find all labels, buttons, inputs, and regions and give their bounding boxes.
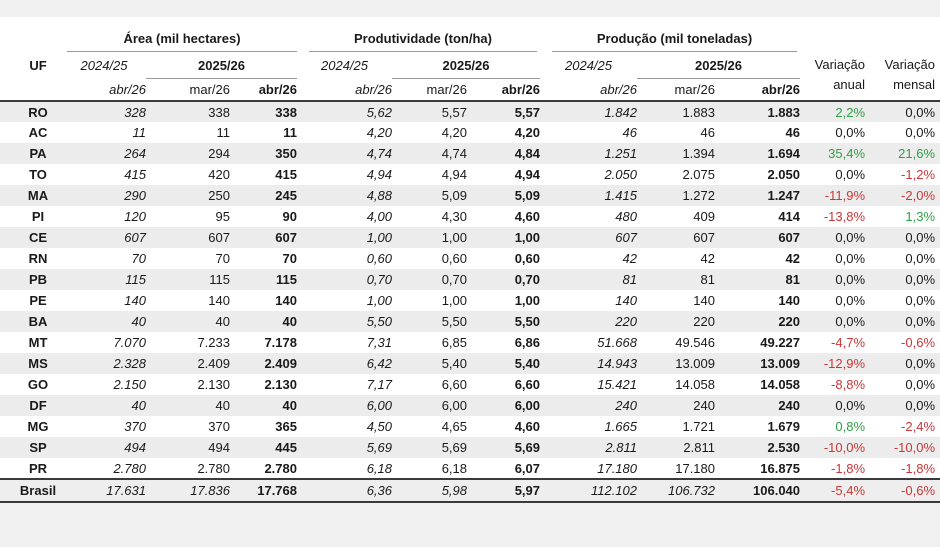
uf-label: MG <box>27 419 49 434</box>
area-prev-value: 17.631 <box>106 483 146 498</box>
annual-variation-value: 0,0% <box>835 125 866 140</box>
area-prev-value: 2.780 <box>113 460 146 476</box>
area-mar-value: 115 <box>209 272 230 287</box>
report-sheet <box>0 17 940 503</box>
annual-variation-value: 0,0% <box>835 398 866 413</box>
productivity-prev-value: 0,70 <box>366 272 392 287</box>
table-header <box>0 17 940 101</box>
area-mar-value: 11 <box>216 125 230 140</box>
area-abr-value: 17.768 <box>257 483 297 498</box>
table-row <box>0 269 940 290</box>
productivity-abr-value: 0,70 <box>514 272 540 287</box>
production-prev-value: 14.943 <box>597 356 637 371</box>
uf-label: PE <box>29 293 47 308</box>
uf-label: BA <box>28 314 48 329</box>
table-row <box>0 206 940 227</box>
table-row <box>0 227 940 248</box>
productivity-prev-value: 4,20 <box>366 125 392 140</box>
table-row <box>0 395 940 416</box>
area-abr-value: 415 <box>275 167 297 182</box>
productivity-abr-value: 4,60 <box>514 209 540 224</box>
area-mar-value: 607 <box>208 230 230 245</box>
productivity-mar-value: 5,40 <box>441 356 467 371</box>
monthly-variation-value: -1,8% <box>901 460 936 476</box>
annual-variation-value: 0,0% <box>835 167 866 182</box>
productivity-mar-value: 0,60 <box>441 251 467 266</box>
production-prev-value: 2.050 <box>604 167 637 182</box>
uf-label: MS <box>28 356 48 371</box>
area-season-curr: 2025/26 <box>146 52 297 79</box>
productivity-prev-value: 1,00 <box>366 293 392 308</box>
table-row <box>0 185 940 206</box>
productivity-mar-value: 1,00 <box>441 293 467 308</box>
production-prev-value: 1.842 <box>604 104 637 120</box>
monthly-variation-value: -0,6% <box>901 335 936 350</box>
production-abr-value: 81 <box>785 272 801 287</box>
production-prev-value: 607 <box>615 230 637 245</box>
area-mar-value: 40 <box>215 314 230 329</box>
productivity-abr-value: 1,00 <box>514 230 540 245</box>
variation-spacer <box>800 17 940 52</box>
uf-column-header: UF <box>29 57 47 73</box>
area-prev-value: 140 <box>124 293 146 308</box>
uf-label: MA <box>27 188 49 203</box>
production-abr-value: 42 <box>785 251 801 266</box>
production-abr-value: 1.694 <box>767 146 801 161</box>
productivity-abr-value: 0,60 <box>514 251 540 266</box>
area-prev-value: 2.328 <box>113 356 146 371</box>
monthly-variation-value: 0,0% <box>905 377 936 392</box>
production-abr-value: 2.530 <box>767 440 801 455</box>
uf-label: RO <box>28 104 48 120</box>
area-prev-value: 415 <box>124 167 146 182</box>
table-row <box>0 416 940 437</box>
annual-variation-value: 35,4% <box>828 146 866 161</box>
production-abr-value: 240 <box>778 398 801 413</box>
production-abr-value: 46 <box>785 125 801 140</box>
area-abr-value: 11 <box>283 125 297 140</box>
productivity-abr-value: 5,40 <box>514 356 540 371</box>
season-header-row <box>0 52 940 79</box>
month-spacer <box>0 79 62 102</box>
group-title-area: Área (mil hectares) <box>67 31 297 52</box>
area-prev-value: 2.150 <box>113 377 146 392</box>
area-mar-value: 420 <box>208 167 230 182</box>
production-abr-value: 414 <box>778 209 801 224</box>
area-prev-value: 7.070 <box>113 335 146 350</box>
area-mar-value: 95 <box>215 209 230 224</box>
production-abr-value: 607 <box>778 230 801 245</box>
uf-label: GO <box>27 377 49 392</box>
productivity-mar-value: 6,60 <box>441 377 467 392</box>
table-row <box>0 122 940 143</box>
area-abr-value: 2.130 <box>264 377 297 392</box>
monthly-variation-value: -0,6% <box>901 483 936 498</box>
table-row <box>0 374 940 395</box>
area-prev-value: 120 <box>124 209 146 224</box>
monthly-variation-header: Variação mensal <box>884 57 936 92</box>
productivity-abr-value: 6,86 <box>514 335 540 350</box>
productivity-prev-value: 4,94 <box>366 167 392 182</box>
production-mar-value: 2.811 <box>683 440 715 455</box>
production-prev-value: 1.415 <box>604 188 637 203</box>
production-prev-value: 220 <box>615 314 637 329</box>
table-row <box>0 332 940 353</box>
area-abr-value: 115 <box>276 272 297 287</box>
area-mar-value: 338 <box>208 104 230 120</box>
area-mar-value: 7.233 <box>197 335 230 350</box>
production-prev-value: 2.811 <box>605 440 637 455</box>
production-prev-value: 1.665 <box>604 419 637 434</box>
area-abr-value: 365 <box>275 419 297 434</box>
production-mar-value: 1.721 <box>682 419 715 434</box>
table-row <box>0 290 940 311</box>
productivity-mar-value: 5,98 <box>441 483 467 498</box>
production-mar-value: 106.732 <box>668 483 715 498</box>
productivity-mar-value: 5,09 <box>441 188 467 203</box>
annual-variation-value: -13,8% <box>823 209 866 224</box>
productivity-prev-value: 5,69 <box>366 440 392 455</box>
uf-label: PR <box>28 460 48 476</box>
production-mar-value: 240 <box>693 398 715 413</box>
productivity-prev-value: 6,36 <box>366 483 392 498</box>
area-abr-value: 350 <box>275 146 297 161</box>
production-month-mar: mar/26 <box>674 82 715 97</box>
table-row <box>0 479 940 502</box>
uf-label: PI <box>31 209 45 224</box>
productivity-prev-value: 4,00 <box>366 209 392 224</box>
area-prev-value: 11 <box>132 125 146 140</box>
area-mar-value: 140 <box>208 293 230 308</box>
area-mar-value: 70 <box>215 251 230 266</box>
productivity-prev-value: 0,60 <box>366 251 392 266</box>
production-mar-value: 14.058 <box>675 377 715 392</box>
productivity-abr-value: 6,00 <box>514 398 540 413</box>
productivity-mar-value: 4,65 <box>441 419 467 434</box>
annual-variation-value: -11,9% <box>824 188 866 203</box>
production-mar-value: 17.180 <box>675 460 715 476</box>
productivity-mar-value: 6,18 <box>441 460 467 476</box>
annual-variation-header: Variação anual <box>814 57 866 92</box>
area-abr-value: 607 <box>275 230 297 245</box>
monthly-variation-value: -2,0% <box>901 188 936 203</box>
production-mar-value: 1.272 <box>682 188 715 203</box>
production-prev-value: 42 <box>622 251 637 266</box>
productivity-month-mar: mar/26 <box>426 82 467 97</box>
annual-variation-value: -5,4% <box>831 483 866 498</box>
productivity-prev-value: 4,74 <box>366 146 392 161</box>
monthly-variation-value: 0,0% <box>905 230 936 245</box>
productivity-month-abr: abr/26 <box>501 82 540 97</box>
annual-variation-value: -1,8% <box>831 460 866 476</box>
area-prev-value: 370 <box>124 419 146 434</box>
area-mar-value: 40 <box>215 398 230 413</box>
grain-estimates-table <box>0 17 940 503</box>
production-prev-value: 17.180 <box>597 460 637 476</box>
production-season-curr: 2025/26 <box>637 52 800 79</box>
productivity-mar-value: 5,50 <box>441 314 467 329</box>
productivity-mar-value: 5,57 <box>441 104 467 120</box>
productivity-mar-value: 6,85 <box>441 335 467 350</box>
productivity-month-prev: abr/26 <box>355 81 392 97</box>
area-abr-value: 2.780 <box>264 460 297 476</box>
annual-variation-value: 0,8% <box>835 419 866 434</box>
productivity-abr-value: 5,57 <box>514 104 540 120</box>
annual-variation-value: -10,0% <box>823 440 866 455</box>
monthly-variation-value: -2,4% <box>901 419 936 434</box>
area-mar-value: 250 <box>208 188 230 203</box>
area-mar-value: 2.409 <box>197 356 230 371</box>
production-abr-value: 49.227 <box>760 335 801 350</box>
monthly-variation-value: -1,2% <box>901 167 936 182</box>
uf-label: RN <box>28 251 48 266</box>
productivity-season-prev: 2024/25 <box>321 57 368 73</box>
production-prev-value: 51.668 <box>597 335 637 350</box>
monthly-variation-value: 0,0% <box>905 125 936 140</box>
production-abr-value: 1.883 <box>767 104 801 120</box>
productivity-prev-value: 1,00 <box>366 230 392 245</box>
group-title-row <box>0 17 940 52</box>
area-mar-value: 2.130 <box>197 377 230 392</box>
production-prev-value: 112.102 <box>590 483 637 498</box>
area-prev-value: 115 <box>125 272 146 287</box>
monthly-variation-value: 0,0% <box>905 293 936 308</box>
production-mar-value: 81 <box>700 272 715 287</box>
production-mar-value: 49.546 <box>675 335 715 350</box>
annual-variation-value: 0,0% <box>835 251 866 266</box>
production-prev-value: 15.421 <box>597 377 637 392</box>
uf-label: TO <box>29 167 47 182</box>
productivity-mar-value: 4,94 <box>441 167 467 182</box>
table-row <box>0 353 940 374</box>
productivity-prev-value: 7,31 <box>366 335 392 350</box>
uf-label: PA <box>29 146 47 161</box>
productivity-abr-value: 5,97 <box>514 483 540 498</box>
area-prev-value: 494 <box>124 440 146 455</box>
productivity-prev-value: 5,50 <box>366 314 392 329</box>
productivity-abr-value: 6,60 <box>514 377 540 392</box>
group-title-productivity: Produtividade (ton/ha) <box>309 31 537 52</box>
monthly-variation-value: 0,0% <box>905 272 936 287</box>
production-prev-value: 1.251 <box>604 146 637 161</box>
production-mar-value: 2.075 <box>682 167 715 182</box>
month-header-row <box>0 79 940 102</box>
area-prev-value: 607 <box>124 230 146 245</box>
production-abr-value: 13.009 <box>760 356 801 371</box>
production-abr-value: 2.050 <box>767 167 801 182</box>
production-month-prev: abr/26 <box>600 81 637 97</box>
area-abr-value: 140 <box>275 293 297 308</box>
uf-label: DF <box>29 398 47 413</box>
production-prev-value: 140 <box>615 293 637 308</box>
monthly-variation-value: 0,0% <box>905 398 936 413</box>
area-prev-value: 40 <box>131 314 146 329</box>
group-title-production: Produção (mil toneladas) <box>552 31 797 52</box>
production-abr-value: 106.040 <box>753 483 801 498</box>
area-abr-value: 40 <box>282 398 297 413</box>
production-mar-value: 220 <box>693 314 715 329</box>
production-abr-value: 14.058 <box>760 377 801 392</box>
table-row <box>0 437 940 458</box>
annual-variation-value: 0,0% <box>835 314 866 329</box>
area-abr-value: 245 <box>275 188 297 203</box>
area-abr-value: 445 <box>275 440 297 455</box>
area-prev-value: 290 <box>124 188 146 203</box>
production-mar-value: 46 <box>700 125 715 140</box>
area-abr-value: 90 <box>282 209 297 224</box>
monthly-variation-value: 21,6% <box>898 146 936 161</box>
area-abr-value: 7.178 <box>264 335 297 350</box>
monthly-variation-value: -10,0% <box>893 440 936 455</box>
production-mar-value: 42 <box>700 251 715 266</box>
annual-variation-value: -12,9% <box>823 356 866 371</box>
productivity-prev-value: 4,88 <box>366 188 392 203</box>
production-abr-value: 1.679 <box>767 419 801 434</box>
area-mar-value: 17.836 <box>190 483 230 498</box>
productivity-prev-value: 6,18 <box>366 460 392 476</box>
area-season-prev: 2024/25 <box>80 57 128 73</box>
area-prev-value: 264 <box>124 146 146 161</box>
area-abr-value: 70 <box>282 251 297 266</box>
area-month-abr: abr/26 <box>258 82 297 97</box>
productivity-mar-value: 4,74 <box>441 146 467 161</box>
productivity-abr-value: 4,94 <box>514 167 540 182</box>
productivity-prev-value: 4,50 <box>366 419 392 434</box>
table-row <box>0 101 940 122</box>
annual-variation-value: 0,0% <box>835 293 866 308</box>
annual-variation-value: -4,7% <box>831 335 866 350</box>
production-mar-value: 140 <box>693 293 715 308</box>
monthly-variation-value: 0,0% <box>905 251 936 266</box>
production-prev-value: 480 <box>615 209 637 224</box>
uf-label: Brasil <box>19 483 57 498</box>
area-abr-value: 2.409 <box>264 356 297 371</box>
productivity-season-curr: 2025/26 <box>392 52 540 79</box>
production-mar-value: 607 <box>693 230 715 245</box>
production-mar-value: 1.883 <box>682 104 715 120</box>
production-prev-value: 81 <box>622 272 637 287</box>
productivity-prev-value: 7,17 <box>366 377 392 392</box>
area-prev-value: 328 <box>124 104 146 120</box>
productivity-mar-value: 1,00 <box>441 230 467 245</box>
productivity-abr-value: 5,69 <box>514 440 540 455</box>
productivity-prev-value: 6,00 <box>366 398 392 413</box>
productivity-mar-value: 5,69 <box>441 440 467 455</box>
productivity-mar-value: 0,70 <box>441 272 467 287</box>
monthly-variation-value: 0,0% <box>905 356 936 371</box>
corner-spacer <box>0 17 62 52</box>
production-prev-value: 46 <box>622 125 637 140</box>
area-prev-value: 40 <box>131 398 146 413</box>
production-season-prev: 2024/25 <box>565 57 612 73</box>
area-abr-value: 338 <box>275 104 297 120</box>
annual-variation-value: -8,8% <box>831 377 866 392</box>
area-mar-value: 494 <box>208 440 230 455</box>
productivity-mar-value: 6,00 <box>441 398 467 413</box>
area-mar-value: 370 <box>208 419 230 434</box>
productivity-abr-value: 4,20 <box>514 125 540 140</box>
uf-label: SP <box>29 440 47 455</box>
table-row <box>0 248 940 269</box>
uf-label: MT <box>28 335 48 350</box>
production-month-abr: abr/26 <box>761 82 801 97</box>
productivity-abr-value: 5,09 <box>514 188 540 203</box>
annual-variation-value: 0,0% <box>835 230 866 245</box>
annual-variation-value: 2,2% <box>835 104 866 120</box>
productivity-prev-value: 6,42 <box>366 356 392 371</box>
table-row <box>0 458 940 479</box>
productivity-prev-value: 5,62 <box>366 104 392 120</box>
table-row <box>0 143 940 164</box>
uf-label: PB <box>28 272 48 287</box>
area-month-mar: mar/26 <box>189 82 230 97</box>
area-mar-value: 294 <box>208 146 230 161</box>
production-abr-value: 1.247 <box>767 188 801 203</box>
table-row <box>0 164 940 185</box>
annual-variation-value: 0,0% <box>835 272 866 287</box>
production-mar-value: 1.394 <box>682 146 715 161</box>
uf-label: CE <box>28 230 48 245</box>
production-prev-value: 240 <box>615 398 637 413</box>
monthly-variation-value: 1,3% <box>905 209 936 224</box>
area-prev-value: 70 <box>131 251 146 266</box>
area-mar-value: 2.780 <box>197 460 230 476</box>
productivity-mar-value: 4,30 <box>441 209 467 224</box>
production-abr-value: 220 <box>778 314 801 329</box>
production-mar-value: 409 <box>693 209 715 224</box>
uf-label: AC <box>28 125 48 140</box>
productivity-abr-value: 5,50 <box>514 314 540 329</box>
productivity-abr-value: 4,84 <box>514 146 540 161</box>
area-month-prev: abr/26 <box>109 81 146 97</box>
production-abr-value: 140 <box>778 293 801 308</box>
monthly-variation-value: 0,0% <box>905 104 936 120</box>
productivity-mar-value: 4,20 <box>441 125 467 140</box>
monthly-variation-value: 0,0% <box>905 314 936 329</box>
production-abr-value: 16.875 <box>760 460 801 476</box>
productivity-abr-value: 1,00 <box>514 293 540 308</box>
production-mar-value: 13.009 <box>675 356 715 371</box>
table-row <box>0 311 940 332</box>
area-abr-value: 40 <box>282 314 297 329</box>
productivity-abr-value: 4,60 <box>514 419 540 434</box>
table-body <box>0 101 940 502</box>
productivity-abr-value: 6,07 <box>514 460 540 476</box>
